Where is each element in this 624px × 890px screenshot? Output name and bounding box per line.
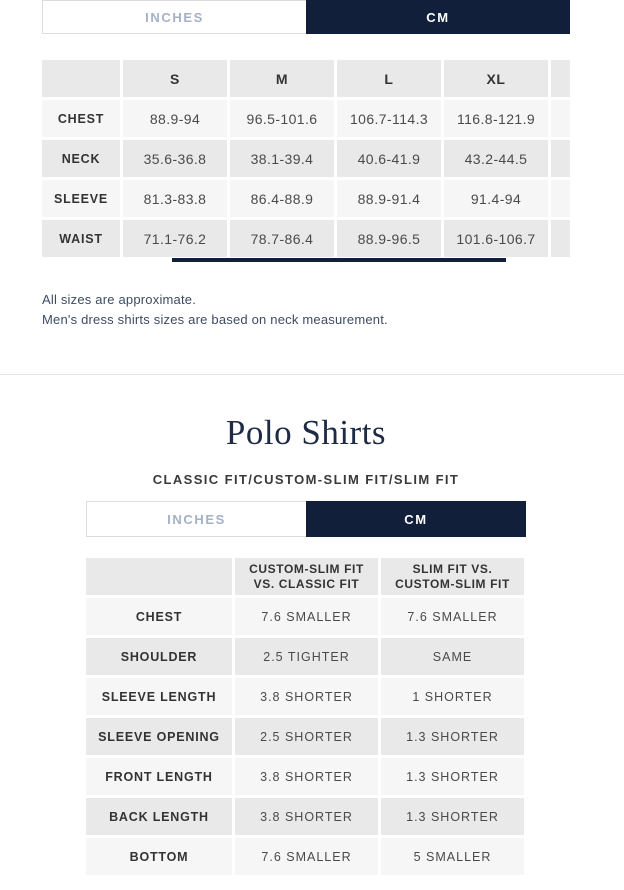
- fit-value-cell: 2.5 SHORTER: [235, 718, 378, 755]
- size-value-cell-clipped: [551, 140, 570, 177]
- row-label: BACK LENGTH: [86, 798, 232, 835]
- size-value-cell: 86.4-88.9: [230, 180, 334, 217]
- row-label: SLEEVE OPENING: [86, 718, 232, 755]
- fit-value-cell: 1 SHORTER: [381, 678, 524, 715]
- row-label: BOTTOM: [86, 838, 232, 875]
- fit-value-cell: 5 SMALLER: [381, 838, 524, 875]
- fit-value-cell: 3.8 SHORTER: [235, 798, 378, 835]
- fit-value-cell: 3.8 SHORTER: [235, 758, 378, 795]
- fit-column-header: SLIM FIT VS. CUSTOM-SLIM FIT: [381, 558, 524, 595]
- row-label: CHEST: [42, 100, 120, 137]
- row-label: SHOULDER: [86, 638, 232, 675]
- size-table: [42, 60, 570, 257]
- fit-value-cell: 1.3 SHORTER: [381, 798, 524, 835]
- fit-value-cell: 7.6 SMALLER: [235, 838, 378, 875]
- tab-inches[interactable]: INCHES: [86, 501, 306, 537]
- size-column-header: L: [337, 60, 441, 97]
- row-label: FRONT LENGTH: [86, 758, 232, 795]
- horizontal-scrollbar-thumb[interactable]: [172, 258, 506, 262]
- size-column-header: XL: [444, 60, 548, 97]
- size-value-cell-clipped: [551, 220, 570, 257]
- size-value-cell: 106.7-114.3: [337, 100, 441, 137]
- polo-unit-tabs: [86, 501, 526, 537]
- size-value-cell-clipped: [551, 180, 570, 217]
- size-value-cell: 43.2-44.5: [444, 140, 548, 177]
- size-value-cell: 101.6-106.7: [444, 220, 548, 257]
- size-value-cell: 71.1-76.2: [123, 220, 227, 257]
- fit-comparison-table: [86, 558, 526, 875]
- fit-value-cell: 7.6 SMALLER: [381, 598, 524, 635]
- size-table-corner-cell: [42, 60, 120, 97]
- row-label: SLEEVE LENGTH: [86, 678, 232, 715]
- fit-value-cell: 7.6 SMALLER: [235, 598, 378, 635]
- tab-cm[interactable]: CM: [306, 0, 570, 34]
- size-value-cell: 81.3-83.8: [123, 180, 227, 217]
- size-guide-page: [42, 0, 570, 330]
- polo-shirts-section: [42, 415, 570, 875]
- row-label: CHEST: [86, 598, 232, 635]
- row-label: SLEEVE: [42, 180, 120, 217]
- fit-value-cell: 2.5 TIGHTER: [235, 638, 378, 675]
- size-value-cell: 78.7-86.4: [230, 220, 334, 257]
- fit-table-corner-cell: [86, 558, 232, 595]
- fit-value-cell: 1.3 SHORTER: [381, 718, 524, 755]
- dress-shirts-section: [42, 0, 570, 330]
- size-column-header-clipped: [551, 60, 570, 97]
- section-divider: [0, 374, 624, 375]
- size-value-cell: 35.6-36.8: [123, 140, 227, 177]
- tab-inches[interactable]: INCHES: [42, 0, 306, 34]
- size-value-cell: 91.4-94: [444, 180, 548, 217]
- size-value-cell: 88.9-96.5: [337, 220, 441, 257]
- tab-cm[interactable]: CM: [306, 501, 526, 537]
- page-title: Polo Shirts: [225, 413, 387, 452]
- note-neck-measurement: Men's dress shirts sizes are based on neck measurement.: [42, 312, 388, 327]
- size-value-cell: 38.1-39.4: [230, 140, 334, 177]
- note-approximate: All sizes are approximate.: [42, 292, 197, 307]
- size-value-cell: 88.9-94: [123, 100, 227, 137]
- dress-shirts-unit-tabs: [42, 0, 570, 34]
- horizontal-scrollbar-track: [42, 258, 570, 263]
- size-table-viewport[interactable]: [42, 60, 570, 257]
- fit-value-cell: 1.3 SHORTER: [381, 758, 524, 795]
- size-value-cell-clipped: [551, 100, 570, 137]
- fit-subtitle: CLASSIC FIT/CUSTOM-SLIM FIT/SLIM FIT: [152, 472, 460, 487]
- size-value-cell: 116.8-121.9: [444, 100, 548, 137]
- row-label: NECK: [42, 140, 120, 177]
- size-column-header: S: [123, 60, 227, 97]
- size-notes: [42, 290, 570, 330]
- size-value-cell: 40.6-41.9: [337, 140, 441, 177]
- row-label: WAIST: [42, 220, 120, 257]
- size-value-cell: 96.5-101.6: [230, 100, 334, 137]
- fit-column-header: CUSTOM-SLIM FIT VS. CLASSIC FIT: [235, 558, 378, 595]
- size-column-header: M: [230, 60, 334, 97]
- fit-value-cell: SAME: [381, 638, 524, 675]
- size-value-cell: 88.9-91.4: [337, 180, 441, 217]
- fit-value-cell: 3.8 SHORTER: [235, 678, 378, 715]
